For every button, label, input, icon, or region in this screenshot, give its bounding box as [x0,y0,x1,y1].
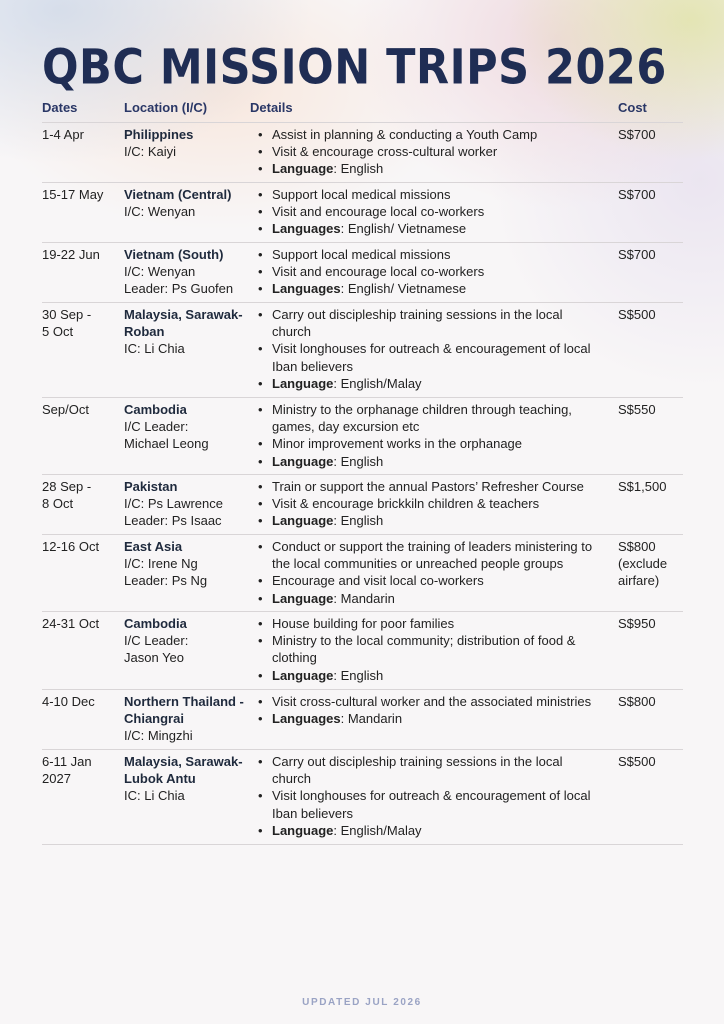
cost-line: S$800 [618,539,656,554]
table-row [42,612,683,690]
in-charge-line: I/C: Kaiyi [124,144,177,160]
location-cell [124,478,250,534]
date-cell [42,246,124,302]
location-name: Malaysia, Sarawak- [124,754,243,769]
language-label: Language [272,822,334,838]
detail-item [250,435,618,452]
detail-item [250,126,618,143]
detail-text: • Carry out discipleship training sessions in the local [272,307,563,322]
cost-line: S$1,500 [618,479,667,494]
detail-text: • Minor improvement works in the orphanage [272,436,523,452]
details-list [250,246,618,298]
cost-cell [618,126,683,182]
details-list [250,753,618,839]
date-cell [42,401,124,474]
in-charge-line: I/C: Wenyan [124,264,196,280]
table-row [42,690,683,750]
cost-line: (exclude [618,556,668,572]
location-name: Vietnam (South) [124,247,224,262]
in-charge-line: I/C Leader: [124,419,189,435]
date-line: 30 Sep - [42,307,92,322]
cost-cell [618,306,683,397]
date-cell [42,306,124,397]
details-cell [250,306,618,397]
in-charge-line: IC: Li Chia [124,788,185,804]
detail-text: • Support local medical missions [272,247,451,262]
in-charge-line: I/C: Wenyan [124,204,196,220]
date-line: 5 Oct [42,324,74,340]
language-label: Language [272,161,334,177]
page-title: QBC MISSION TRIPS 2026 [42,40,667,96]
language-label: Language [272,513,334,529]
detail-text: • Visit cross-cultural worker and the associated ministries [272,694,592,709]
in-charge-line: I/C: Ps Lawrence [124,496,223,512]
language-label: Language [272,667,334,683]
in-charge-line: IC: Li Chia [124,341,185,357]
location-cell [124,306,250,397]
detail-text: • Support local medical missions [272,187,451,202]
header-location: Location (I/C) [124,100,208,115]
location-name: Cambodia [124,616,187,631]
date-cell [42,753,124,844]
in-charge-line: I/C Leader: [124,633,189,649]
details-cell [250,615,618,689]
cost-cell [618,186,683,242]
location-name: Roban [124,324,165,340]
cost-line: S$500 [618,754,656,769]
language-value: : English/ Vietnamese [340,281,467,297]
language-value: : English [333,667,384,683]
location-cell [124,615,250,689]
detail-text: clothing [272,650,317,666]
date-line: 15-17 May [42,187,104,202]
table-row [42,475,683,535]
date-cell [42,186,124,242]
updated-note: UPDATED JUL 2026 [302,997,422,1008]
detail-item [250,263,618,280]
location-name: Northern Thailand - [124,694,244,709]
date-cell [42,615,124,689]
details-cell [250,126,618,182]
language-item [250,160,618,177]
table-row [42,398,683,475]
location-cell [124,126,250,182]
detail-text: the local communities or unreached people groups [272,556,564,572]
location-name: Philippines [124,127,194,142]
language-label: Language [272,590,334,606]
details-cell [250,753,618,844]
detail-item [250,306,618,340]
details-list [250,615,618,684]
language-item [250,453,618,470]
language-value: : English [333,513,384,529]
in-charge-line: I/C: Mingzhi [124,728,193,744]
table-row [42,535,683,612]
details-list [250,306,618,392]
location-cell [124,186,250,242]
detail-text: Iban believers [272,358,353,374]
location-cell [124,246,250,302]
date-line: 24-31 Oct [42,616,100,631]
location-name: Pakistan [124,479,178,494]
language-item [250,280,618,297]
cost-line: airfare) [618,573,660,589]
language-label: Languages [272,711,341,727]
in-charge-line: Leader: Ps Ng [124,573,208,589]
detail-text: • Encourage and visit local co-workers [272,573,484,589]
date-line: 19-22 Jun [42,247,100,262]
detail-item [250,632,618,666]
language-value: : English/Malay [333,822,422,838]
table-row [42,183,683,243]
language-label: Language [272,375,334,391]
date-line: 28 Sep - [42,479,92,494]
location-cell [124,693,250,749]
date-line: 2027 [42,771,71,787]
details-cell [250,401,618,474]
details-list [250,693,618,727]
location-cell [124,753,250,844]
detail-item [250,615,618,632]
cost-cell [618,538,683,611]
details-cell [250,693,618,749]
location-name: Cambodia [124,402,187,417]
table-body [42,123,683,845]
language-item [250,822,618,839]
details-list [250,126,618,178]
detail-text: Iban believers [272,805,353,821]
cost-line: S$950 [618,616,656,631]
detail-text: • Assist in planning & conducting a Youth Camp [272,127,538,142]
detail-text: church [272,771,312,787]
detail-text: • Conduct or support the training of leaders ministering to [272,539,593,554]
header-dates: Dates [42,100,78,115]
date-line: Sep/Oct [42,402,89,417]
language-value: : Mandarin [333,590,395,606]
detail-text: • Visit & encourage brickkiln children & teachers [272,496,540,512]
details-cell [250,538,618,611]
details-list [250,401,618,470]
detail-text: • Train or support the annual Pastors’ Refresher Course [272,479,584,494]
table-row [42,243,683,303]
language-value: : Mandarin [340,711,403,727]
date-line: 1-4 Apr [42,127,84,142]
language-label: Languages [272,281,341,297]
detail-item [250,538,618,572]
details-cell [250,246,618,302]
detail-text: • Visit longhouses for outreach & encouragement of local [272,788,591,804]
table-row [42,750,683,845]
location-cell [124,401,250,474]
cost-line: S$700 [618,247,656,262]
location-cell [124,538,250,611]
language-value: : English [333,453,384,469]
details-cell [250,478,618,534]
detail-item [250,787,618,821]
language-item [250,667,618,684]
language-label: Languages [272,221,341,237]
language-item [250,375,618,392]
date-cell [42,126,124,182]
detail-item [250,186,618,203]
cost-cell [618,753,683,844]
detail-item [250,572,618,589]
detail-item [250,478,618,495]
detail-text: • Carry out discipleship training sessions in the local [272,754,563,769]
date-cell [42,693,124,749]
detail-text: • Ministry to the orphanage children through teaching, [272,402,572,417]
detail-text: games, day excursion etc [272,419,420,435]
cost-line: S$700 [618,127,656,142]
table-header [42,100,683,123]
in-charge-line: Michael Leong [124,436,209,452]
date-line: 8 Oct [42,496,74,512]
date-line: 6-11 Jan [42,754,92,769]
cost-line: S$550 [618,402,656,417]
language-value: : English/Malay [333,375,422,391]
date-line: 12-16 Oct [42,539,100,554]
detail-item [250,753,618,787]
language-item [250,512,618,529]
details-cell [250,186,618,242]
trips-table [42,100,683,845]
language-item [250,710,618,727]
detail-text: • Visit and encourage local co-workers [272,264,485,280]
in-charge-line: Leader: Ps Guofen [124,281,234,297]
detail-item [250,693,618,710]
in-charge-line: Jason Yeo [124,650,185,666]
detail-text: church [272,324,312,340]
detail-item [250,495,618,512]
details-list [250,478,618,530]
detail-text: • Visit longhouses for outreach & encouragement of local [272,341,591,357]
language-value: : English [333,161,384,177]
header-cost: Cost [618,100,647,115]
cost-line: S$700 [618,187,656,202]
detail-item [250,246,618,263]
location-name: East Asia [124,539,183,554]
detail-text: • Visit & encourage cross-cultural worker [272,144,498,160]
date-line: 4-10 Dec [42,694,95,709]
language-value: : English/ Vietnamese [340,221,467,237]
cost-line: S$500 [618,307,656,322]
location-name: Chiangrai [124,711,184,727]
table-row [42,303,683,398]
cost-cell [618,478,683,534]
details-list [250,538,618,607]
cost-cell [618,401,683,474]
detail-item [250,401,618,435]
cost-line: S$800 [618,694,656,709]
details-list [250,186,618,238]
date-cell [42,538,124,611]
detail-item [250,143,618,160]
cost-cell [618,693,683,749]
detail-text: • Visit and encourage local co-workers [272,204,485,220]
date-cell [42,478,124,534]
cost-cell [618,615,683,689]
location-name: Malaysia, Sarawak- [124,307,243,322]
detail-item [250,340,618,374]
table-row [42,123,683,183]
in-charge-line: I/C: Irene Ng [124,556,198,572]
cost-cell [618,246,683,302]
language-label: Language [272,453,334,469]
in-charge-line: Leader: Ps Isaac [124,513,222,529]
language-item [250,590,618,607]
language-item [250,220,618,237]
location-name: Lubok Antu [124,771,196,787]
detail-text: • Ministry to the local community; distribution of food & [272,633,576,649]
detail-text: • House building for poor families [272,616,455,631]
location-name: Vietnam (Central) [124,187,232,202]
detail-item [250,203,618,220]
header-details: Details [250,100,293,115]
